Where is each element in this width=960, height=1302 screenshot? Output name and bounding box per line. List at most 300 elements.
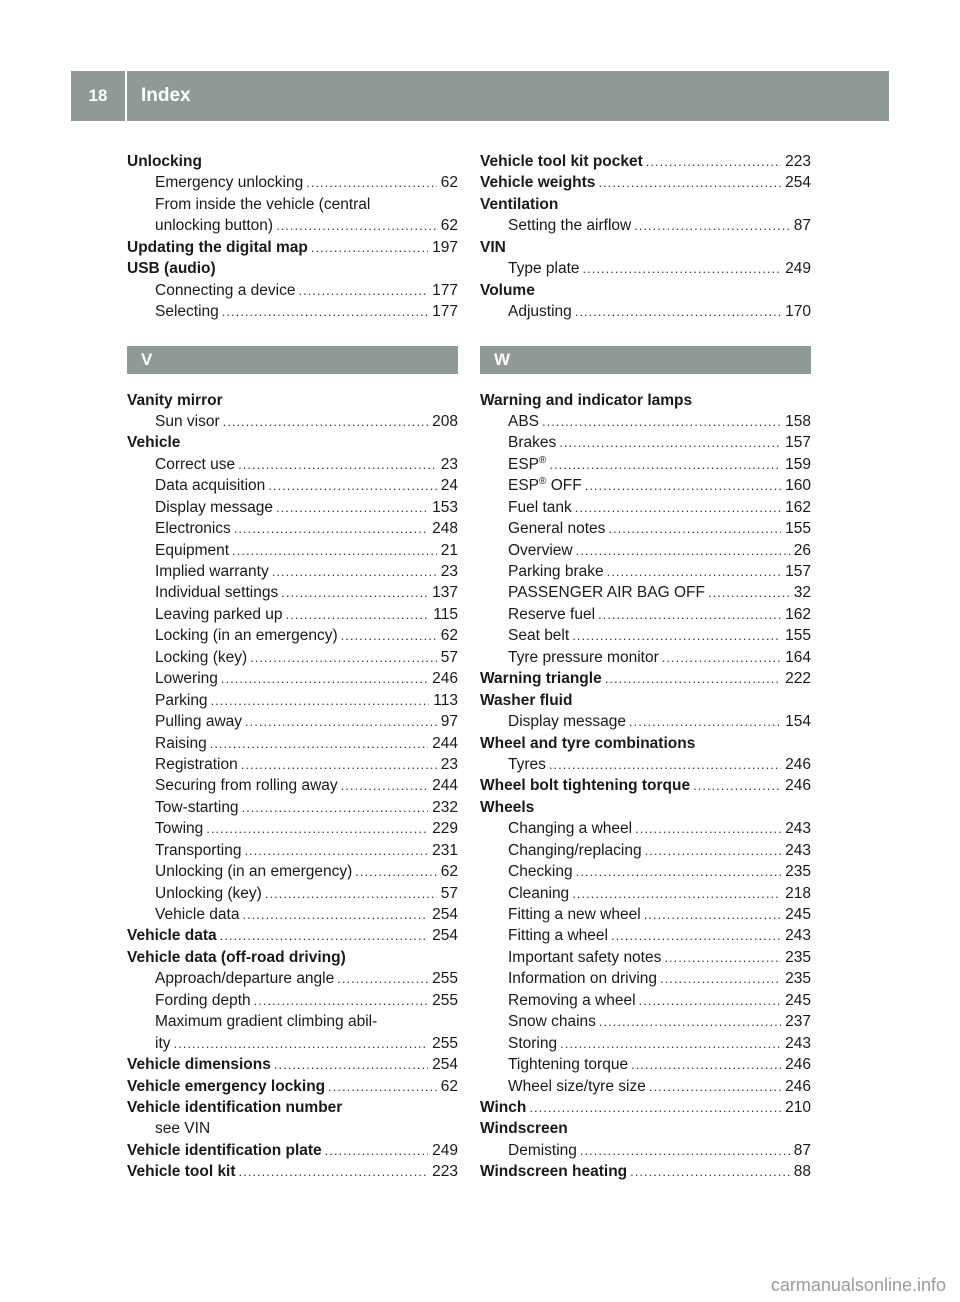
entry-label-text: Snow chains <box>508 1013 596 1031</box>
entry-label <box>480 1097 526 1118</box>
index-subentry <box>127 454 458 475</box>
entry-label-text: Brakes <box>508 434 557 452</box>
entry-label-text: Vanity mirror <box>127 391 223 409</box>
entry-label-text: ity <box>155 1034 171 1052</box>
index-subentry <box>480 540 811 561</box>
page-reference: 235 <box>785 863 811 881</box>
page-reference: 197 <box>432 238 458 256</box>
index-subentry <box>480 454 811 475</box>
index-column-left <box>127 151 458 1183</box>
index-entry <box>480 797 811 818</box>
page-reference: 23 <box>440 563 458 580</box>
entry-label <box>127 1054 271 1075</box>
dot-leader <box>635 818 781 839</box>
entry-label-text: Adjusting <box>508 303 572 321</box>
dot-leader <box>631 1054 781 1075</box>
dot-leader <box>242 904 428 925</box>
dot-leader <box>560 1033 781 1054</box>
entry-label <box>127 432 180 453</box>
index-subentry <box>127 540 458 561</box>
dot-leader <box>572 625 781 646</box>
index-subentry <box>480 432 811 453</box>
entry-label <box>508 861 573 882</box>
entry-label <box>127 947 346 968</box>
dot-leader <box>244 840 428 861</box>
page-number: 18 <box>71 71 127 121</box>
index-subentry <box>480 647 811 668</box>
index-subentry <box>127 775 458 796</box>
section-spacer <box>480 323 811 344</box>
page-reference: 164 <box>785 648 811 666</box>
entry-label <box>508 647 659 668</box>
index-subentry <box>480 475 811 496</box>
index-subentry <box>127 690 458 711</box>
entry-label-text: Ventilation <box>480 195 559 213</box>
dot-leader <box>234 518 428 539</box>
entry-label-text: Fitting a wheel <box>508 927 608 945</box>
index-subentry <box>127 733 458 754</box>
entry-label-text: Tyres <box>508 755 546 773</box>
dot-leader <box>529 1097 781 1118</box>
entry-label <box>155 518 231 539</box>
entry-label-suffix: OFF <box>546 477 582 495</box>
entry-label-text: Pulling away <box>155 713 243 731</box>
dot-leader <box>239 1161 429 1182</box>
index-entry <box>127 258 458 279</box>
entry-label-text: VIN <box>480 238 506 256</box>
index-entry <box>480 1097 811 1118</box>
index-subentry <box>480 625 811 646</box>
index-entry <box>127 1161 458 1182</box>
entry-label <box>480 775 690 796</box>
index-entry <box>480 194 811 215</box>
entry-label <box>480 237 506 258</box>
section-title: Index <box>141 85 191 106</box>
entry-label <box>508 840 642 861</box>
entry-label-text: PASSENGER AIR BAG OFF <box>508 584 705 602</box>
index-entry <box>480 390 811 411</box>
entry-label-text: Maximum gradient climbing abil- <box>155 1013 378 1031</box>
index-entry <box>127 237 458 258</box>
index-subentry <box>127 968 458 989</box>
dot-leader <box>649 1076 781 1097</box>
entry-label <box>508 604 595 625</box>
dot-leader <box>585 475 781 496</box>
dot-leader <box>580 1140 790 1161</box>
index-subentry <box>480 925 811 946</box>
entry-label <box>508 947 661 968</box>
entry-label-text: Changing a wheel <box>508 820 633 838</box>
dot-leader <box>232 540 437 561</box>
dot-leader <box>245 711 437 732</box>
page-reference: 62 <box>440 217 458 235</box>
page-reference: 246 <box>432 670 458 688</box>
page-reference: 249 <box>432 1141 458 1159</box>
entry-label-text: Towing <box>155 820 204 838</box>
dot-leader <box>276 215 437 236</box>
index-subentry <box>480 711 811 732</box>
page-reference: 97 <box>440 713 458 731</box>
entry-label <box>155 411 220 432</box>
entry-label <box>155 561 269 582</box>
entry-label <box>155 990 251 1011</box>
dot-leader <box>355 861 436 882</box>
entry-label <box>508 561 604 582</box>
entry-label-text: Individual settings <box>155 584 279 602</box>
dot-leader <box>274 1054 428 1075</box>
entry-label-text: Vehicle <box>127 434 181 452</box>
page-reference: 26 <box>793 541 811 559</box>
dot-leader <box>276 497 428 518</box>
index-subentry <box>480 861 811 882</box>
entry-label-text: Unlocking <box>127 153 202 170</box>
page-reference: 255 <box>432 970 458 988</box>
page-reference: 254 <box>432 1056 458 1074</box>
page-reference: 157 <box>785 563 811 580</box>
index-subentry <box>127 883 458 904</box>
dot-leader <box>341 775 428 796</box>
entry-label <box>127 258 216 279</box>
entry-label-text: Overview <box>508 541 573 559</box>
entry-label-text: Vehicle identification number <box>127 1098 343 1116</box>
dot-leader <box>629 711 781 732</box>
index-subentry <box>127 904 458 925</box>
page-reference: 218 <box>785 884 811 902</box>
entry-label-text: Wheels <box>480 798 535 816</box>
dot-leader <box>634 215 790 236</box>
entry-label-text: USB (audio) <box>127 260 216 278</box>
entry-label <box>127 151 202 172</box>
page-reference: 246 <box>785 777 811 795</box>
dot-leader <box>693 775 781 796</box>
entry-label <box>155 1033 171 1054</box>
page-reference: 235 <box>785 970 811 988</box>
entry-label-text: Tow-starting <box>155 798 239 816</box>
entry-label-text: Windscreen heating <box>480 1163 628 1181</box>
index-entry <box>127 1076 458 1097</box>
entry-label-text: Parking <box>155 691 208 709</box>
dot-leader <box>576 861 782 882</box>
dot-leader <box>210 733 428 754</box>
entry-label-text: Fitting a new wheel <box>508 906 641 923</box>
entry-label <box>155 818 203 839</box>
entry-label-text: Wheel size/tyre size <box>508 1077 646 1095</box>
entry-label <box>508 925 608 946</box>
index-subentry <box>127 582 458 603</box>
dot-leader <box>174 1033 429 1054</box>
entry-label <box>508 301 572 322</box>
page-reference: 244 <box>432 734 458 752</box>
index-subentry <box>127 215 458 236</box>
index-subentry <box>127 711 458 732</box>
entry-label-text: Changing/replacing <box>508 841 642 859</box>
page-header <box>71 71 889 121</box>
page-reference: 24 <box>440 477 458 495</box>
page-reference: 62 <box>440 863 458 881</box>
dot-leader <box>607 561 781 582</box>
entry-label <box>155 280 295 301</box>
dot-leader <box>222 301 428 322</box>
entry-label-text: Electronics <box>155 520 231 538</box>
entry-label-text: Emergency unlocking <box>155 174 304 192</box>
section-spacer <box>127 323 458 344</box>
entry-label-text: Unlocking (key) <box>155 884 262 902</box>
entry-label-text: Wheel and tyre combinations <box>480 734 696 752</box>
entry-label-text: Securing from rolling away <box>155 777 338 795</box>
entry-label <box>508 1011 596 1032</box>
registered-mark: ® <box>539 476 547 488</box>
page-reference: 57 <box>440 884 458 902</box>
index-entry <box>480 151 811 172</box>
page-reference: 153 <box>432 498 458 516</box>
entry-label-text: Sun visor <box>155 412 220 430</box>
entry-label <box>508 215 631 236</box>
entry-label-text: Setting the airflow <box>508 217 632 235</box>
dot-leader <box>221 668 428 689</box>
page-reference: 170 <box>785 303 811 321</box>
entry-label <box>508 883 569 904</box>
watermark: carmanualsonline.info <box>770 1275 946 1295</box>
dot-leader <box>211 690 430 711</box>
dot-leader <box>306 172 437 193</box>
dot-leader <box>242 797 429 818</box>
entry-label <box>480 668 602 689</box>
dot-leader <box>238 454 437 475</box>
page-reference: 23 <box>440 755 458 773</box>
page-reference: 246 <box>785 755 811 773</box>
entry-label-text: Volume <box>480 281 535 299</box>
entry-label <box>155 883 262 904</box>
page-reference: 231 <box>432 841 458 859</box>
entry-label-text: Wheel bolt tightening torque <box>480 777 691 795</box>
entry-label-text: Updating the digital map <box>127 238 308 256</box>
entry-label-text: Data acquisition <box>155 477 266 495</box>
dot-leader <box>559 432 781 453</box>
entry-label-text: Display message <box>155 498 274 516</box>
entry-label <box>508 475 582 496</box>
letter-heading-w: W <box>480 346 811 374</box>
entry-label <box>508 1076 646 1097</box>
dot-leader <box>644 904 781 925</box>
entry-label-text: Locking (in an emergency) <box>155 627 338 645</box>
index-subentry <box>480 411 811 432</box>
entry-label <box>508 968 657 989</box>
dot-leader <box>575 497 781 518</box>
index-entry <box>480 237 811 258</box>
index-subentry <box>480 497 811 518</box>
index-subentry <box>480 754 811 775</box>
entry-label <box>155 690 208 711</box>
page-reference: 255 <box>432 991 458 1009</box>
dot-leader <box>286 604 430 625</box>
index-subentry <box>127 818 458 839</box>
page-reference: 57 <box>440 648 458 666</box>
entry-label-text: ESP <box>508 455 540 473</box>
index-entry <box>480 775 811 796</box>
page-reference: 245 <box>785 906 811 923</box>
entry-label <box>155 904 239 925</box>
index-entry <box>127 925 458 946</box>
page-reference: 248 <box>432 520 458 538</box>
page-reference: 243 <box>785 841 811 859</box>
entry-label-text: Registration <box>155 755 238 773</box>
index-subentry <box>127 625 458 646</box>
entry-label <box>508 518 605 539</box>
index-entry <box>127 1140 458 1161</box>
page-reference: 21 <box>440 541 458 559</box>
page-reference: 62 <box>440 627 458 645</box>
entry-label-text: Demisting <box>508 1141 577 1159</box>
page-reference: 243 <box>785 820 811 838</box>
page-reference: 87 <box>793 1141 811 1159</box>
index-column-right <box>480 151 811 1183</box>
entry-label <box>508 754 546 775</box>
page-reference: 235 <box>785 948 811 966</box>
dot-leader <box>542 411 781 432</box>
entry-label <box>155 497 273 518</box>
index-entry <box>480 668 811 689</box>
entry-label <box>508 1033 557 1054</box>
entry-label <box>127 237 308 258</box>
entry-label <box>480 151 643 172</box>
entry-label <box>127 1097 342 1118</box>
entry-label-text: Equipment <box>155 541 230 559</box>
entry-label <box>480 390 692 411</box>
index-subentry <box>127 668 458 689</box>
page-reference: 229 <box>432 820 458 838</box>
index-entry <box>480 733 811 754</box>
page-reference: 158 <box>785 412 811 430</box>
page-reference: 23 <box>440 455 458 473</box>
entry-label <box>155 797 239 818</box>
index-subentry <box>127 840 458 861</box>
dot-leader <box>608 518 781 539</box>
index-subentry <box>480 990 811 1011</box>
entry-label <box>480 1161 627 1182</box>
dot-leader <box>241 754 437 775</box>
index-subentry <box>480 1033 811 1054</box>
entry-label <box>155 861 352 882</box>
letter-heading-v: V <box>127 346 458 374</box>
index-subentry <box>127 475 458 496</box>
page-reference: 157 <box>785 434 811 452</box>
page-reference: 249 <box>785 260 811 278</box>
index-entry <box>127 1097 458 1118</box>
index-subentry <box>127 1011 458 1032</box>
entry-label <box>508 625 569 646</box>
entry-label <box>508 1054 628 1075</box>
dot-leader <box>598 604 781 625</box>
entry-label <box>480 1118 568 1139</box>
entry-label-text: Vehicle data <box>155 906 240 923</box>
entry-label <box>508 411 539 432</box>
entry-label-text: Vehicle identification plate <box>127 1141 322 1159</box>
page-reference: 246 <box>785 1056 811 1074</box>
entry-label-text: From inside the vehicle (central <box>155 195 371 213</box>
entry-label-text: Storing <box>508 1034 558 1052</box>
dot-leader <box>639 990 782 1011</box>
entry-label <box>508 990 636 1011</box>
page-reference: 243 <box>785 1034 811 1052</box>
index-subentry <box>127 301 458 322</box>
index-subentry <box>480 1054 811 1075</box>
page-reference: 162 <box>785 605 811 623</box>
entry-label-text: Information on driving <box>508 970 658 988</box>
dot-leader <box>630 1161 790 1182</box>
entry-label-text: Fuel tank <box>508 498 572 516</box>
index-entry <box>127 151 458 172</box>
entry-label-text: Warning and indicator lamps <box>480 391 693 409</box>
entry-label-text: ABS <box>508 412 540 430</box>
entry-label-text: Vehicle data <box>127 927 217 945</box>
entry-label <box>508 904 641 925</box>
dot-leader <box>599 1011 781 1032</box>
dot-leader <box>341 625 437 646</box>
entry-label-text: Vehicle data (off-road driving) <box>127 948 346 966</box>
page-reference: 159 <box>785 455 811 473</box>
entry-label-text: Vehicle weights <box>480 174 596 192</box>
dot-leader <box>572 883 781 904</box>
dot-leader <box>281 582 428 603</box>
dot-leader <box>298 280 428 301</box>
index-subentry <box>127 194 458 215</box>
page-reference: 32 <box>793 584 811 602</box>
page-reference: 137 <box>432 584 458 602</box>
page-reference: 177 <box>432 303 458 321</box>
entry-label <box>155 625 338 646</box>
index-entry <box>127 1054 458 1075</box>
index-subentry <box>480 1076 811 1097</box>
entry-label <box>155 711 242 732</box>
index-subentry <box>480 1140 811 1161</box>
entry-label-text: Seat belt <box>508 627 570 645</box>
index-subentry <box>127 754 458 775</box>
entry-label <box>155 582 278 603</box>
index-subentry <box>127 604 458 625</box>
page-reference: 113 <box>433 691 458 709</box>
index-subentry <box>127 561 458 582</box>
index-subentry <box>127 411 458 432</box>
index-subentry <box>127 518 458 539</box>
entry-label <box>155 454 235 475</box>
page-reference: 232 <box>432 798 458 816</box>
entry-label <box>127 925 217 946</box>
index-subentry <box>480 258 811 279</box>
entry-label <box>508 1140 577 1161</box>
page-reference: 243 <box>785 927 811 945</box>
entry-label-text: General notes <box>508 520 606 538</box>
entry-label <box>508 432 556 453</box>
entry-label-text: Transporting <box>155 841 242 859</box>
dot-leader <box>268 475 436 496</box>
entry-label-text: unlocking button) <box>155 217 274 235</box>
page-reference: 254 <box>432 906 458 923</box>
entry-label-text: Locking (key) <box>155 648 248 666</box>
page-reference: 246 <box>785 1077 811 1095</box>
page-reference: 115 <box>433 605 458 623</box>
index-subentry <box>127 497 458 518</box>
entry-label-text: Tightening torque <box>508 1056 629 1074</box>
dot-leader <box>250 647 437 668</box>
index-subentry <box>480 947 811 968</box>
dot-leader <box>223 411 429 432</box>
index-subentry <box>480 968 811 989</box>
dot-leader <box>220 925 429 946</box>
entry-label <box>508 497 572 518</box>
index-subentry <box>127 280 458 301</box>
page-reference: 155 <box>785 627 811 645</box>
dot-leader <box>576 540 790 561</box>
